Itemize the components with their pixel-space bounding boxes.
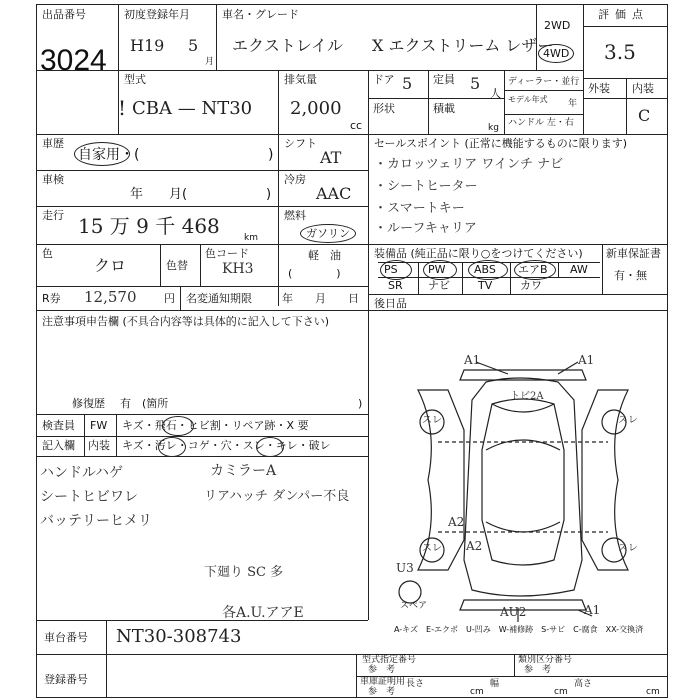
divider [510,262,511,294]
equip-navi: ナビ [428,279,450,292]
dealer-label: ディーラー・並行 [508,77,580,87]
doors-label: ドア [373,73,395,86]
reg-label: 登録番号 [44,673,88,686]
divider [160,244,161,286]
interior-label: 内装 [632,82,654,95]
selling-point-item: ・カロッツェリア ワインチ ナビ [374,157,564,172]
person-unit: 人 [490,87,501,100]
notes-label: 注意事項申告欄 (不具合内容等は具体的に記入して下さい) [42,315,330,328]
divider [462,262,463,294]
transfer-label: 名変通知期限 [186,292,252,305]
divider [84,414,85,456]
month-unit: 月 [205,57,215,67]
selling-points-label: セールスポイント (正常に機能するものに限ります) [374,137,628,150]
history-close: ) [268,147,274,163]
shift-label: シフト [284,137,317,150]
drive-2wd: 2WD [544,19,571,32]
damage-legend: A-キズ E-エクボ U-凹み W-補修跡 S-サビ C-腐食 XX-交換済 [394,625,644,634]
equip-circle [514,260,556,280]
interior-grade: C [638,106,651,125]
divider [428,70,429,134]
doors: 5 [402,74,413,93]
handwritten-note: バッテリーヒメリ [40,513,152,529]
divider [216,4,217,70]
equip-airbag: エアB [518,263,548,276]
equip-abs: ABS [474,263,496,276]
damage-mark-sure: スレ [618,415,638,426]
divider [368,294,668,295]
color-value: クロ [94,256,127,275]
repair-close: ) [358,397,363,410]
spare-label: スペア [400,601,428,611]
recycle-value: 12,570 [84,288,137,306]
model-code-mark: ! [118,96,127,120]
mileage-value: 15 万 9 千 468 [78,214,220,238]
divider [36,244,368,245]
cc-unit: cc [350,119,363,132]
fw-label: FW [90,419,108,432]
handwritten-note: リアハッチ ダンパー不良 [204,489,350,504]
type-ref: 参 考 [368,665,396,675]
color-code-label: 色コード [205,247,249,260]
yen-unit: 円 [164,292,175,305]
damage-mark-sure: スレ [422,543,442,554]
divider [278,206,368,207]
drive-4wd: 4WD [538,44,574,63]
length-label: 長さ [406,679,425,689]
damage-mark-a1-top: A1 [464,353,481,367]
divider [583,26,668,27]
exterior-label: 外装 [588,82,610,95]
ac-value: AAC [316,184,352,203]
interior-check-text: キズ・汚レ・コゲ・穴・スレ・キレ・破レ [122,439,331,452]
cm-unit: cm [470,687,484,697]
divider [278,170,368,171]
divider [36,654,668,655]
equip-circle [468,260,508,280]
capacity-label: 定員 [433,73,455,86]
fuel-paren: ( ) [288,267,341,280]
divider [514,654,515,676]
first-reg-month: 5 [188,36,199,55]
fuel-value: ガソリン [300,224,356,243]
divider [504,70,505,134]
car-damage-diagram [368,310,668,650]
model-code: CBA — NT30 [132,98,253,119]
divider [36,436,368,437]
inspection-label: 車検 [42,173,64,186]
divider [626,78,627,134]
mark-circle [158,437,186,457]
divider [36,620,368,621]
selling-point-item: ・ルーフキャリア [374,221,477,236]
divider [368,98,504,99]
score-value: 3.5 [604,40,636,64]
handwritten-note: 下廻り SC 多 [204,565,284,580]
equip-leather: カワ [520,279,542,292]
divider [278,70,279,134]
divider [368,70,369,134]
damage-mark-au2: AU2 [500,605,527,619]
divider [504,114,583,115]
equip-tv: TV [478,279,493,292]
damage-mark-a1-right: A1 [578,353,595,367]
repair-value: 有 (箇所 [120,397,169,410]
handwritten-note: カミラーA [210,463,277,479]
shift-value: AT [320,148,342,167]
model-name: エクストレイル [232,36,344,55]
width-label: 幅 [490,679,500,689]
handwritten-note: 各A.U.アアE [222,605,304,621]
fw-text: キズ・飛石・ヒビ割・リペア跡・X 要 [122,419,309,432]
inspection-close: ) [266,187,272,202]
grade-name: X エクストリーム レザー [372,36,554,55]
displacement-label: 排気量 [284,73,317,86]
score-label: 評価点 [598,8,649,21]
class-label: 類別区分番号 [518,655,573,665]
divider [36,70,583,71]
handle-label: ハンドル 左・右 [508,118,574,128]
garage-cert-ref: 参 考 [368,687,396,697]
divider [558,262,559,277]
mark-circle [162,416,194,436]
equip-sr: SR [388,279,403,292]
warranty-value: 有・無 [614,269,647,282]
km-unit: km [244,233,258,243]
divider [36,286,368,287]
type-designation-label: 型式指定番号 [362,655,417,665]
recycle-label: R券 [42,292,61,305]
damage-mark-u3: U3 [396,561,414,575]
damage-mark-a1-bottom: A1 [584,603,601,617]
history-circle [74,142,130,166]
divider [418,262,419,294]
rear-items-label: 後日品 [374,297,407,310]
divider [368,244,668,245]
fuel-light-oil: 軽 油 [308,249,341,262]
load-label: 積載 [433,102,455,115]
mark-circle [256,437,284,457]
equip-circle [423,260,457,280]
kg-unit: kg [488,123,499,133]
fuel-label: 燃料 [284,209,306,222]
equip-aw: AW [570,263,588,276]
garage-cert-label: 車庫証明用 [360,677,406,687]
inspection-value: 年 月( [130,187,188,202]
divider [200,244,201,286]
mileage-label: 走行 [42,209,64,222]
displacement: 2,000 [290,98,342,119]
history-value: 自家用・( [78,147,140,163]
interior-check-label: 内装 [88,439,110,452]
selling-point-item: ・シートヒーター [374,179,478,194]
equip-circle [380,260,412,280]
first-reg-year: H19 [130,36,165,55]
color-code: KH3 [222,261,254,277]
equip-ps: PS [384,263,398,276]
divider [116,414,117,456]
cm-unit: cm [554,687,568,697]
year-unit: 年 [568,99,578,109]
shape-label: 形状 [373,102,395,115]
cm-unit: cm [646,687,660,697]
transfer-value: 年 月 日 [282,292,359,305]
selling-point-item: ・スマートキー [374,201,465,216]
divider [602,244,603,294]
divider [36,134,668,135]
divider [36,456,368,457]
class-ref: 参 考 [524,665,552,675]
lot-number: 3024 [40,44,107,77]
model-code-label: 型式 [124,73,146,86]
damage-mark-a2: A2 [448,515,465,529]
damage-mark-sure: スレ [618,543,638,554]
damage-mark-a2: A2 [466,539,483,553]
first-reg-label: 初度登録年月 [124,8,190,21]
height-label: 高さ [574,679,593,689]
handwritten-note: ハンドルハゲ [40,465,124,481]
history-label: 車歴 [42,137,64,150]
divider [583,4,584,134]
repair-label: 修復歴 [72,397,105,410]
model-year-label: モデル年式 [508,95,548,104]
divider [36,414,368,415]
inspector-label: 検査員 [42,419,75,432]
chassis-label: 車台番号 [44,631,88,644]
divider [180,286,181,310]
color-change-label: 色替 [166,259,188,272]
ac-label: 冷房 [284,173,306,186]
inspector-label-2: 記入欄 [42,439,75,452]
handwritten-note: シートヒビワレ [40,489,138,505]
divider [106,620,107,698]
chassis-value: NT30-308743 [116,626,242,647]
model-label: 車名・グレード [222,8,299,21]
equipment-label: 装備品 (純正品に限り○をつけてください) [374,247,583,260]
color-label: 色 [42,247,53,260]
divider [278,134,279,306]
equip-pw: PW [428,263,446,276]
divider [504,90,583,91]
lot-label: 出品番号 [42,8,86,21]
warranty-label: 新車保証書 [606,247,661,260]
damage-mark-sure: スレ [422,415,442,426]
damage-mark-hood: トビ2A [510,391,544,402]
capacity: 5 [470,74,481,93]
